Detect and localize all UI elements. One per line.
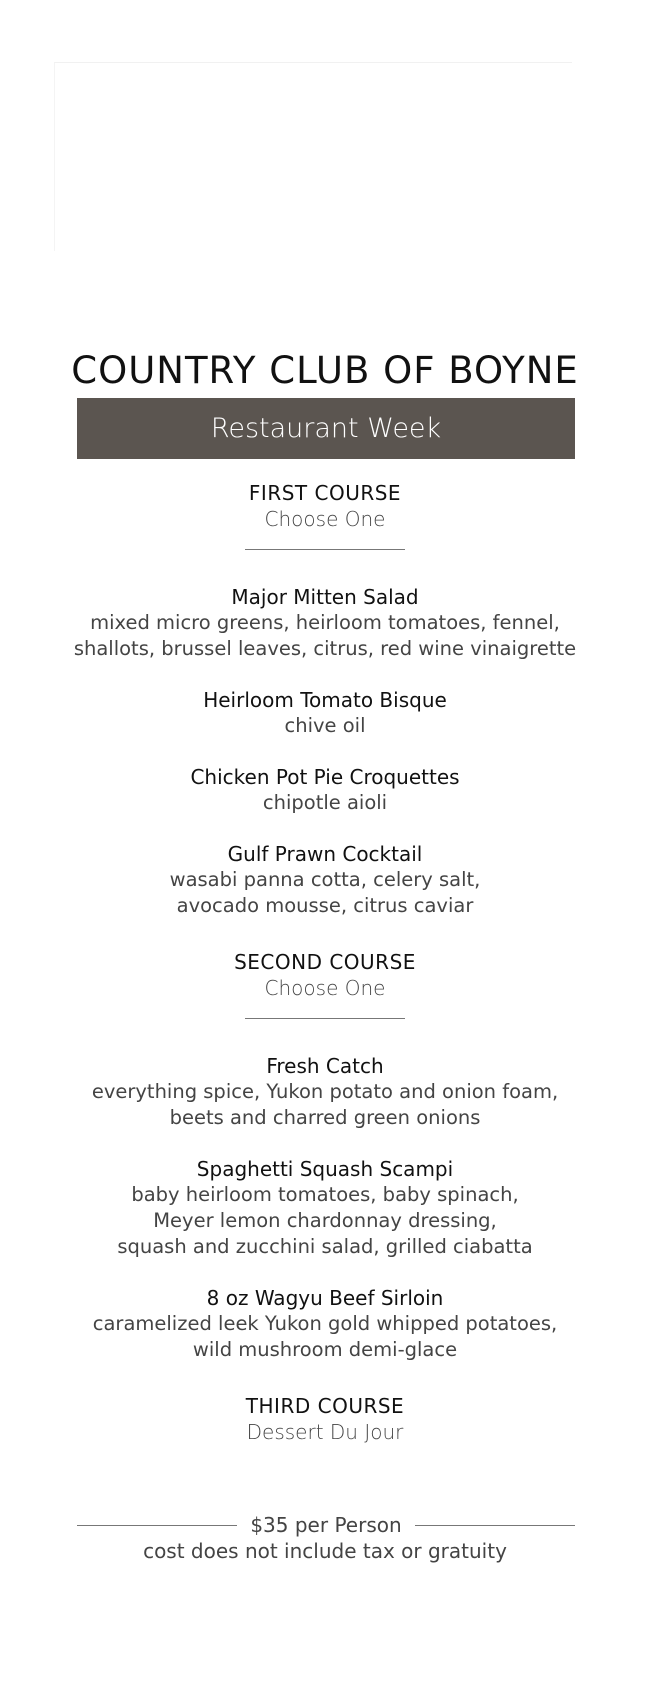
price: $35 per Person [250,1513,402,1537]
price-note: cost does not include tax or gratuity [143,1539,507,1563]
course-title: SECOND COURSE [234,950,416,974]
divider [245,1018,405,1019]
menu-item [0,764,650,816]
menu-item [0,1156,650,1260]
menu [0,480,650,1445]
course-first [0,480,650,919]
menu-item-name: Chicken Pot Pie Croquettes [190,765,460,789]
course-second [0,949,650,1363]
logo-area [54,62,572,251]
price-row [77,1512,575,1538]
menu-item-name: Heirloom Tomato Bisque [203,688,447,712]
price-rule-right [415,1525,575,1526]
course-subtitle: Choose One [264,507,386,531]
menu-item-description: mixed micro greens, heirloom tomatoes, fennel, shallots, brussel leaves, citrus, red wine vinaigrette [73,611,577,660]
menu-item [0,1053,650,1131]
menu-item-name: 8 oz Wagyu Beef Sirloin [206,1286,444,1310]
event-banner: Restaurant Week [77,398,575,459]
menu-item-description: chipotle aioli [262,791,388,814]
course-title: THIRD COURSE [245,1394,405,1418]
restaurant-title: COUNTRY CLUB OF BOYNE [71,349,579,392]
menu-item-description: chive oil [284,714,366,737]
menu-item-name: Spaghetti Squash Scampi [196,1157,454,1181]
course-subtitle: Dessert Du Jour [246,1420,404,1444]
menu-item [0,1285,650,1363]
menu-item-description: caramelized leek Yukon gold whipped potatoes, wild mushroom demi-glace [92,1312,558,1361]
course-title: FIRST COURSE [248,481,402,505]
course-subtitle: Choose One [264,976,386,1000]
menu-item-name: Gulf Prawn Cocktail [227,842,423,866]
menu-item [0,687,650,739]
price-rule-left [77,1525,237,1526]
menu-item-name: Major Mitten Salad [231,585,419,609]
menu-item-name: Fresh Catch [266,1054,384,1078]
divider [245,549,405,550]
menu-item [0,584,650,662]
menu-item-description: baby heirloom tomatoes, baby spinach, Meyer lemon chardonnay dressing, squash and zucchini salad, grilled ciabatta [117,1183,533,1258]
menu-item [0,841,650,919]
menu-item-description: everything spice, Yukon potato and onion foam, beets and charred green onions [91,1080,559,1129]
menu-item-description: wasabi panna cotta, celery salt, avocado mousse, citrus caviar [169,868,481,917]
course-third [0,1393,650,1445]
